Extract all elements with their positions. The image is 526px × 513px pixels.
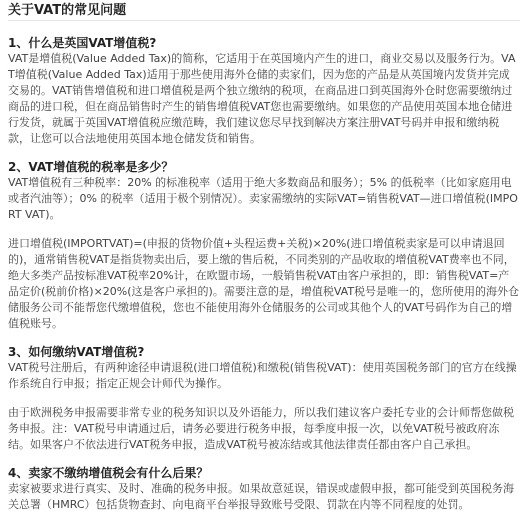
question-4-answer: 卖家被要求进行真实、及时、准确的税务申报。如果故意延误，错误或虚假申报，都可能受到英国税务海关总署（HMRC）包括货物查封、向电商平台举报导致账号受限、罚款在内等不同程度的处罚。 bbox=[8, 482, 514, 511]
page-title: 关于VAT的常见问题 bbox=[8, 3, 127, 18]
title-divider bbox=[8, 20, 520, 21]
question-4-heading: 4、卖家不缴纳增值税会有什么后果？ bbox=[8, 466, 209, 480]
question-1-answer: VAT是增值税(Value Added Tax)的简称，它适用于在英国境内产生的进口，商业交易以及服务行为。VAT增值税(Value Added Tax)适用于那些使用海外仓储的卖家们，因为您的产品是从英国境内发货并完成交易的。VAT销售增值税和进口增值税是两个独立缴纳的税项，在商品进口到英国海外仓时您需要缴纳过商品的进口税，但在商品销售时产生的销售增值税VAT您也需要缴纳。如果您的产品使用英国本地仓储进行发货，就属于英国VAT增值税应缴范畴，我们建议您尽早找到解决方案注册VAT号码并申报和缴纳税款，让您可以合法地使用英国本地仓储发货和销售。 bbox=[8, 52, 516, 145]
question-3-answer-2: 由于欧洲税务申报需要非常专业的税务知识以及外语能力，所以我们建议客户委托专业的会计师帮您做税务申报。注：VAT税号申请通过后，请务必要进行税务申报，每季度申报一次，以免VAT税号被政府冻结。如果客户不依法进行VAT税务申报，造成VAT税号被冻结或其他法律责任都由客户自己承担。 bbox=[8, 406, 514, 451]
question-3-answer-1: VAT税号注册后，有两种途径申请退税(进口增值税)和缴税(销售税VAT)：使用英国税务部门的官方在线操作系统自行申报；指定正规会计师代为操作。 bbox=[8, 361, 517, 390]
question-3-heading: 3、如何缴纳VAT增值税? bbox=[8, 345, 145, 359]
question-2-answer-1: VAT增值税有三种税率：20% 的标准税率（适用于绝大多数商品和服务）；5% 的低税率（比如家庭用电或者汽油等）；0% 的税率（适用于极个别情况）。卖家需缴纳的实际VAT=销售税VAT—进口增值税(IMPORT VAT)。 bbox=[8, 176, 518, 221]
question-2-heading: 2、VAT增值税的税率是多少？ bbox=[8, 160, 174, 174]
question-2-answer-2: 进口增值税(IMPORTVAT)=(申报的货物价值+头程运费+关税)×20%(进口增值税卖家是可以申请退回的)，通常销售税VAT是指货物卖出后，要上缴的售后税，不同类别的产品收取的增值税VAT费率也不同，绝大多类产品按标准VAT税率20%计，在欧盟市场，一般销售税VAT由客户承担的，即：销售税VAT=产品定价(税前价格)×20%(这是客户承担的)。需要注意的是，增值税VAT税号是唯一的，您所使用的海外仓储服务公司不能帮您代缴增值税，您也不能使用海外仓储服务的公司或其他个人的VAT号码作为自己的增值税账号。 bbox=[8, 237, 520, 330]
question-1-heading: 1、什么是英国VAT增值税? bbox=[8, 36, 157, 50]
